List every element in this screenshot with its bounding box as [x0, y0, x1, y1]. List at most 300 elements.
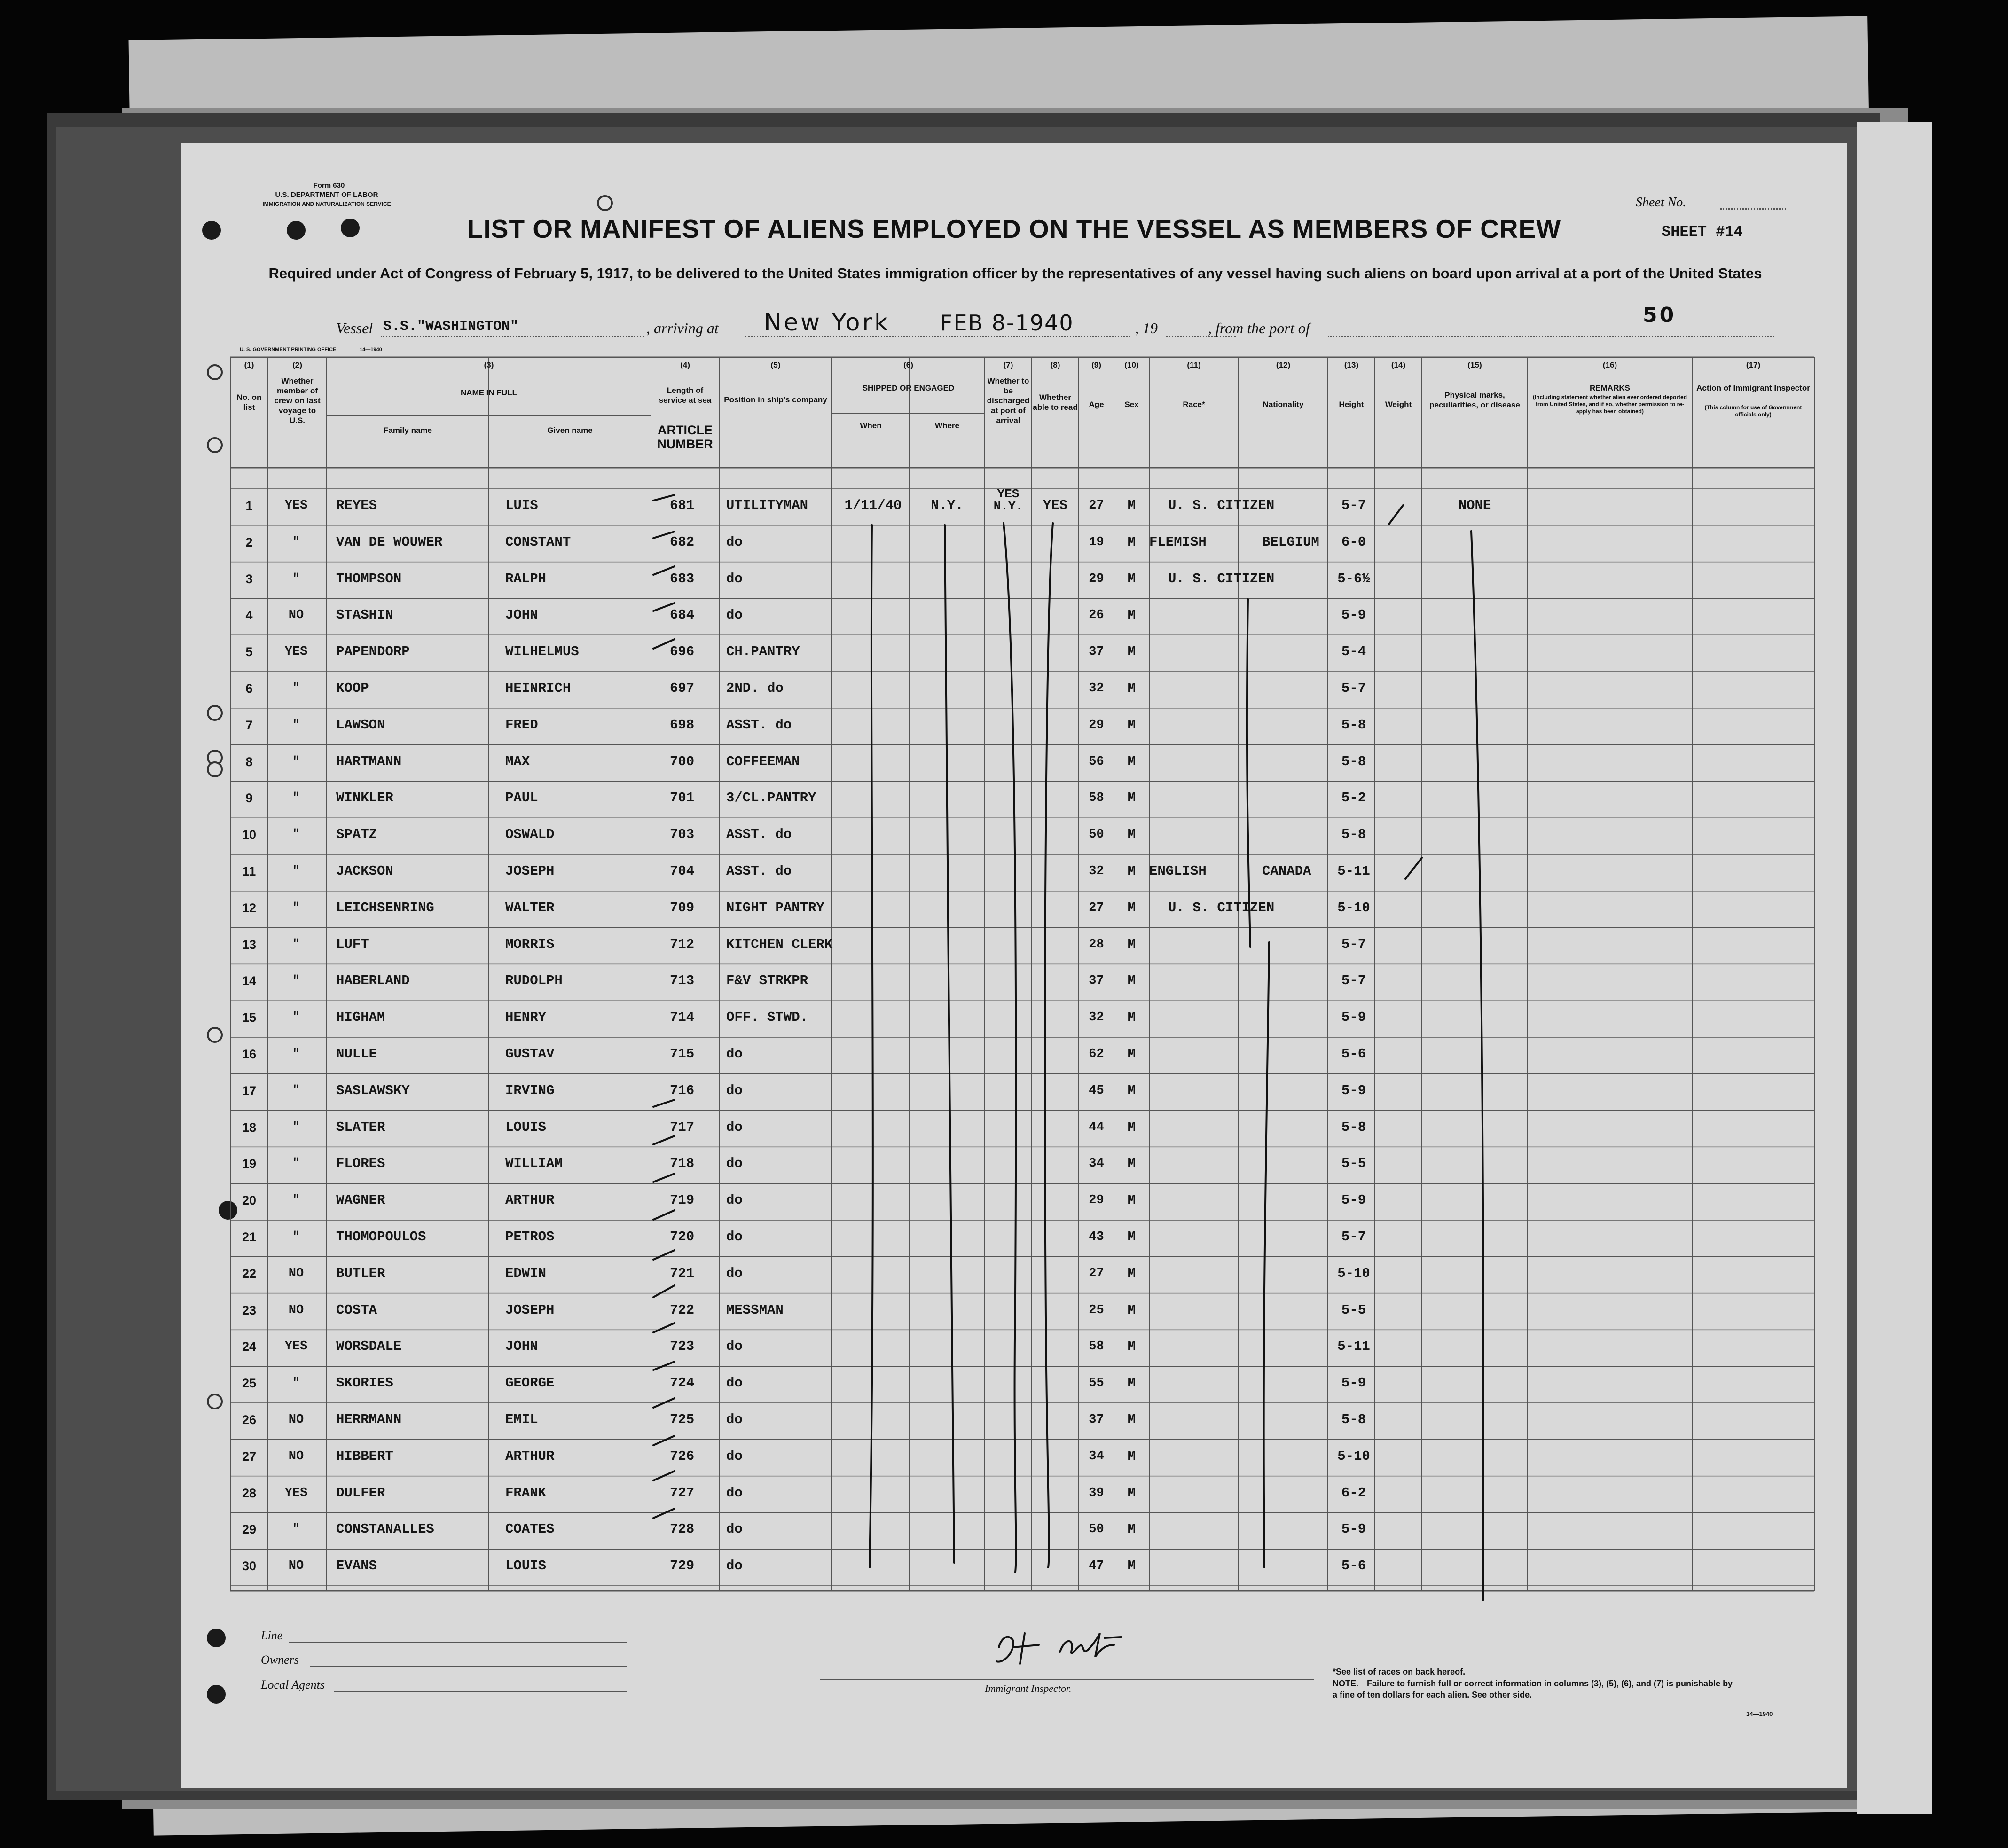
family-name-cell: HIGHAM [336, 1010, 385, 1026]
height-cell: 5-6 [1341, 1046, 1366, 1062]
sheet-no-label: Sheet No. [1636, 195, 1686, 210]
position-cell: do [726, 1192, 743, 1208]
sheet-count: 50 [1643, 303, 1677, 327]
family-name-cell: THOMOPOULOS [336, 1229, 426, 1245]
age-cell: 26 [1089, 608, 1104, 623]
arrival-date: FEB 8-1940 [940, 310, 1074, 336]
family-name-cell: HARTMANN [336, 753, 402, 769]
family-name-cell: SKORIES [336, 1375, 393, 1391]
family-name-cell: LUFT [336, 936, 369, 952]
height-cell: 5-8 [1341, 827, 1366, 843]
row-number: 27 [242, 1449, 257, 1464]
article-number-cell: 723 [670, 1339, 695, 1355]
age-cell: 29 [1089, 718, 1104, 732]
col-num-5: (5) [770, 360, 781, 369]
given-name-cell: RUDOLPH [505, 973, 563, 989]
sex-cell: M [1127, 1265, 1136, 1281]
row-number: 8 [245, 754, 253, 769]
header-remarks: REMARKS [1590, 384, 1630, 392]
age-cell: 39 [1089, 1486, 1104, 1500]
row-number: 1 [245, 499, 253, 513]
article-number-cell: 682 [670, 534, 695, 550]
last-voyage-cell: " [292, 1120, 300, 1135]
given-name-cell: JOHN [505, 607, 538, 623]
print-code: 14—1940 [360, 347, 382, 352]
sex-cell: M [1127, 1558, 1136, 1574]
height-cell: 6-0 [1341, 534, 1366, 550]
last-voyage-cell: " [292, 791, 300, 806]
given-name-cell: MORRIS [505, 936, 555, 952]
given-name-cell: HENRY [505, 1010, 547, 1026]
age-cell: 37 [1089, 974, 1104, 988]
from-port-label: , from the port of [1208, 320, 1310, 337]
given-name-cell: IRVING [505, 1082, 555, 1098]
position-cell: UTILITYMAN [726, 498, 808, 513]
age-cell: 45 [1089, 1083, 1104, 1098]
arrival-port: New York [764, 309, 890, 336]
local-agents-field [334, 1691, 628, 1692]
given-name-cell: ARTHUR [505, 1192, 555, 1208]
last-voyage-cell: " [292, 864, 300, 878]
race-cell: FLEMISH [1149, 534, 1207, 550]
last-voyage-cell: YES [284, 1486, 308, 1500]
sheet-stamp: SHEET #14 [1662, 223, 1743, 241]
last-voyage-cell: NO [288, 1303, 304, 1317]
family-name-cell: STASHIN [336, 607, 393, 623]
last-voyage-cell: NO [288, 1413, 304, 1427]
page-subtitle: Required under Act of Congress of February 5, 1917, to be delivered to the United States immigration officer by the representatives of any vessel having such aliens on board upon arrival at a port of the United States [268, 265, 1762, 282]
row-number: 23 [242, 1303, 257, 1317]
row-number: 12 [242, 901, 257, 915]
height-cell: 5-10 [1337, 1448, 1370, 1464]
sex-cell: M [1127, 681, 1136, 696]
family-name-cell: HABERLAND [336, 973, 410, 989]
family-name-cell: WORSDALE [336, 1339, 402, 1355]
col-num-1: (1) [244, 360, 254, 369]
age-cell: 55 [1089, 1376, 1104, 1391]
col-num-15: (15) [1467, 360, 1482, 369]
row-number: 14 [242, 974, 257, 988]
height-cell: 5-10 [1337, 1265, 1370, 1281]
page-title: LIST OR MANIFEST OF ALIENS EMPLOYED ON THE VESSEL AS MEMBERS OF CREW [467, 214, 1561, 243]
age-cell: 34 [1089, 1449, 1104, 1464]
height-cell: 5-5 [1341, 1302, 1366, 1318]
age-cell: 47 [1089, 1559, 1104, 1574]
sex-cell: M [1127, 827, 1136, 843]
row-number: 6 [245, 681, 253, 696]
sex-cell: M [1127, 1302, 1136, 1318]
last-voyage-cell: NO [288, 1559, 304, 1574]
position-cell: MESSMAN [726, 1302, 784, 1318]
sex-cell: M [1127, 900, 1136, 916]
header-able-read: Whether able to read [1033, 393, 1078, 412]
race-cell: U. S. CITIZEN [1168, 900, 1275, 916]
article-number-cell: 704 [670, 863, 695, 879]
height-cell: 5-7 [1341, 1229, 1366, 1245]
family-name-cell: JACKSON [336, 863, 393, 879]
age-cell: 56 [1089, 754, 1104, 769]
col-num-17: (17) [1746, 360, 1761, 369]
family-name-cell: WINKLER [336, 790, 393, 806]
position-cell: do [726, 1485, 743, 1501]
form-number: Form 630 [313, 181, 345, 189]
position-cell: KITCHEN CLERK [726, 936, 833, 952]
article-number-cell: 701 [670, 790, 695, 806]
family-name-cell: HIBBERT [336, 1448, 393, 1464]
article-number-cell: 712 [670, 936, 695, 952]
sex-cell: M [1127, 1485, 1136, 1501]
form-service: IMMIGRATION AND NATURALIZATION SERVICE [262, 201, 391, 207]
position-cell: do [726, 1082, 743, 1098]
family-name-cell: SASLAWSKY [336, 1082, 410, 1098]
age-cell: 29 [1089, 1193, 1104, 1208]
header-name-in-full: NAME IN FULL [461, 388, 517, 397]
height-cell: 5-9 [1341, 1192, 1366, 1208]
age-cell: 34 [1089, 1157, 1104, 1171]
position-cell: ASST. do [726, 827, 792, 843]
row-number: 20 [242, 1193, 257, 1208]
nationality-cell: CANADA [1262, 863, 1311, 879]
article-number-cell: 718 [670, 1156, 695, 1172]
col-num-16: (16) [1602, 360, 1617, 369]
printing-office: U. S. GOVERNMENT PRINTING OFFICE [240, 347, 337, 352]
position-cell: do [726, 571, 743, 587]
height-cell: 5-11 [1337, 863, 1370, 879]
family-name-cell: WAGNER [336, 1192, 385, 1208]
family-name-cell: LEICHSENRING [336, 900, 434, 916]
position-cell: F&V STRKPR [726, 973, 808, 989]
height-cell: 5-9 [1341, 1082, 1366, 1098]
age-cell: 27 [1089, 1266, 1104, 1281]
sex-cell: M [1127, 1156, 1136, 1172]
article-number-cell: 700 [670, 753, 695, 769]
last-voyage-cell: NO [288, 608, 304, 623]
discharge-cell: YES N.Y. [993, 487, 1023, 513]
last-voyage-cell: " [292, 1522, 300, 1537]
sex-cell: M [1127, 790, 1136, 806]
article-number-cell: 697 [670, 681, 695, 696]
age-cell: 62 [1089, 1047, 1104, 1061]
sex-cell: M [1127, 1521, 1136, 1537]
height-cell: 5-9 [1341, 1010, 1366, 1026]
sex-cell: M [1127, 571, 1136, 587]
col-num-8: (8) [1050, 360, 1060, 369]
footer-note: NOTE.—Failure to furnish full or correct information in columns (3), (5), (6), and (7) is punishable by a fine of ten dollars for each alien. See other side. [1333, 1679, 1733, 1699]
position-cell: do [726, 1412, 743, 1427]
col-num-13: (13) [1344, 360, 1359, 369]
row-number: 24 [242, 1339, 257, 1354]
height-cell: 5-8 [1341, 1412, 1366, 1427]
position-cell: ASST. do [726, 863, 792, 879]
height-cell: 5-8 [1341, 1119, 1366, 1135]
header-nationality: Nationality [1263, 400, 1304, 409]
last-voyage-cell: " [292, 718, 300, 732]
sex-cell: M [1127, 1010, 1136, 1026]
height-cell: 5-5 [1341, 1156, 1366, 1172]
header-last-voyage: Whether member of crew on last voyage to U.S. [274, 376, 321, 425]
header-race: Race* [1183, 400, 1205, 409]
position-cell: do [726, 1521, 743, 1537]
col-num-4: (4) [680, 360, 690, 369]
family-name-cell: REYES [336, 498, 377, 513]
row-number: 16 [242, 1047, 257, 1061]
family-name-cell: DULFER [336, 1485, 385, 1501]
height-cell: 5-2 [1341, 790, 1366, 806]
col-num-12: (12) [1276, 360, 1291, 369]
manifest-page [181, 143, 1847, 1788]
sex-cell: M [1127, 863, 1136, 879]
height-cell: 5-8 [1341, 717, 1366, 733]
row-number: 19 [242, 1157, 257, 1171]
sex-cell: M [1127, 1192, 1136, 1208]
age-cell: 32 [1089, 864, 1104, 878]
header-weight: Weight [1385, 400, 1412, 409]
sex-cell: M [1127, 1082, 1136, 1098]
sex-cell: M [1127, 607, 1136, 623]
position-cell: do [726, 607, 743, 623]
article-number-cell: 703 [670, 827, 695, 843]
header-family-name: Family name [384, 426, 432, 435]
last-voyage-cell: " [292, 937, 300, 952]
family-name-cell: VAN DE WOUWER [336, 534, 443, 550]
family-name-cell: PAPENDORP [336, 644, 410, 660]
position-cell: CH.PANTRY [726, 644, 800, 660]
row-number: 15 [242, 1010, 257, 1025]
position-cell: do [726, 1558, 743, 1574]
family-name-cell: FLORES [336, 1156, 385, 1172]
row-number: 18 [242, 1120, 257, 1135]
given-name-cell: GUSTAV [505, 1046, 555, 1062]
given-name-cell: PAUL [505, 790, 538, 806]
article-number-cell: 698 [670, 717, 695, 733]
family-name-cell: HERRMANN [336, 1412, 402, 1427]
given-name-cell: PETROS [505, 1229, 555, 1245]
family-name-cell: KOOP [336, 681, 369, 696]
row-number: 21 [242, 1230, 257, 1244]
age-cell: 32 [1089, 681, 1104, 696]
given-name-cell: FRANK [505, 1485, 547, 1501]
age-cell: 58 [1089, 791, 1104, 806]
given-name-cell: WILHELMUS [505, 644, 579, 660]
row-number: 13 [242, 937, 257, 952]
year-label: , 19 [1135, 320, 1158, 337]
given-name-cell: WALTER [505, 900, 555, 916]
row-number: 25 [242, 1376, 257, 1391]
height-cell: 6-2 [1341, 1485, 1366, 1501]
sex-cell: M [1127, 1339, 1136, 1355]
height-cell: 5-11 [1337, 1339, 1370, 1355]
position-cell: 2ND. do [726, 681, 784, 696]
height-cell: 5-10 [1337, 900, 1370, 916]
given-name-cell: MAX [505, 753, 530, 769]
age-cell: 37 [1089, 1413, 1104, 1427]
given-name-cell: JOSEPH [505, 863, 555, 879]
owners-field [310, 1666, 628, 1667]
article-number-cell: 717 [670, 1119, 695, 1135]
sex-cell: M [1127, 534, 1136, 550]
height-cell: 5-7 [1341, 973, 1366, 989]
article-number-cell: 719 [670, 1192, 695, 1208]
inspector-signature [980, 1619, 1177, 1676]
height-cell: 5-4 [1341, 644, 1366, 660]
family-name-cell: SPATZ [336, 827, 377, 843]
position-cell: COFFEEMAN [726, 753, 800, 769]
family-name-cell: THOMPSON [336, 571, 402, 587]
height-cell: 5-9 [1341, 1375, 1366, 1391]
row-number: 11 [242, 864, 256, 878]
header-where: Where [935, 421, 959, 430]
header-shipped-engaged: SHIPPED OR ENGAGED [862, 384, 955, 392]
last-voyage-cell: " [292, 901, 300, 915]
last-voyage-cell: " [292, 1193, 300, 1208]
age-cell: 29 [1089, 572, 1104, 586]
last-voyage-cell: " [292, 754, 300, 769]
header-article-number: ARTICLE NUMBER [657, 423, 713, 451]
given-name-cell: CONSTANT [505, 534, 571, 550]
given-name-cell: LOUIS [505, 1558, 547, 1574]
header-sex: Sex [1124, 400, 1139, 409]
row-number: 22 [242, 1266, 257, 1281]
form-department: U.S. DEPARTMENT OF LABOR [275, 191, 378, 199]
row-number: 5 [245, 645, 253, 659]
last-voyage-cell: " [292, 1047, 300, 1061]
article-number-cell: 727 [670, 1485, 695, 1501]
vessel-label: Vessel [336, 320, 373, 337]
race-cell: U. S. CITIZEN [1168, 571, 1275, 587]
age-cell: 37 [1089, 645, 1104, 659]
header-age: Age [1089, 400, 1104, 409]
last-voyage-cell: " [292, 1376, 300, 1391]
sex-cell: M [1127, 973, 1136, 989]
physical-marks-cell: NONE [1458, 498, 1491, 513]
given-name-cell: JOSEPH [505, 1302, 555, 1318]
sex-cell: M [1127, 753, 1136, 769]
col-num-10: (10) [1124, 360, 1139, 369]
position-cell: do [726, 1448, 743, 1464]
article-number-cell: 725 [670, 1412, 695, 1427]
position-cell: do [726, 1375, 743, 1391]
height-cell: 5-6 [1341, 1558, 1366, 1574]
article-number-cell: 684 [670, 607, 695, 623]
sex-cell: M [1127, 1229, 1136, 1245]
local-agents-label: Local Agents [261, 1678, 325, 1691]
header-position: Position in ship's company [724, 395, 827, 404]
given-name-cell: WILLIAM [505, 1156, 563, 1172]
sex-cell: M [1127, 498, 1136, 513]
last-voyage-cell: " [292, 1010, 300, 1025]
inspector-label: Immigrant Inspector. [985, 1683, 1072, 1694]
nationality-cell: BELGIUM [1262, 534, 1319, 550]
row-number: 28 [242, 1486, 257, 1500]
given-name-cell: COATES [505, 1521, 555, 1537]
article-number-cell: 713 [670, 973, 695, 989]
article-number-cell: 714 [670, 1010, 695, 1026]
row-number: 3 [245, 572, 253, 586]
given-name-cell: EMIL [505, 1412, 538, 1427]
given-name-cell: LUIS [505, 498, 538, 513]
given-name-cell: HEINRICH [505, 681, 571, 696]
article-number-cell: 720 [670, 1229, 695, 1245]
height-cell: 5-9 [1341, 607, 1366, 623]
family-name-cell: EVANS [336, 1558, 377, 1574]
article-number-cell: 715 [670, 1046, 695, 1062]
age-cell: 25 [1089, 1303, 1104, 1317]
line-field [289, 1642, 628, 1643]
last-voyage-cell: " [292, 1157, 300, 1171]
row-number: 2 [245, 535, 253, 549]
position-cell: do [726, 1119, 743, 1135]
article-number-cell: 709 [670, 900, 695, 916]
article-number-cell: 683 [670, 571, 695, 587]
position-cell: NIGHT PANTRY [726, 900, 824, 916]
header-action-inspector: Action of Immigrant Inspector [1696, 384, 1810, 392]
family-name-cell: COSTA [336, 1302, 377, 1318]
given-name-cell: OSWALD [505, 827, 555, 843]
given-name-cell: EDWIN [505, 1265, 547, 1281]
row-number: 4 [245, 608, 253, 623]
family-name-cell: NULLE [336, 1046, 377, 1062]
sex-cell: M [1127, 936, 1136, 952]
age-cell: 50 [1089, 1522, 1104, 1537]
col-num-9: (9) [1091, 360, 1101, 369]
row-number: 9 [245, 791, 253, 806]
sex-cell: M [1127, 1046, 1136, 1062]
row-number: 7 [245, 718, 253, 732]
last-voyage-cell: NO [288, 1449, 304, 1464]
height-cell: 5-7 [1341, 936, 1366, 952]
inspector-line [820, 1679, 1314, 1680]
races-note: *See list of races on back hereof. [1333, 1667, 1466, 1676]
col-num-2: (2) [292, 360, 302, 369]
position-cell: do [726, 1046, 743, 1062]
position-cell: do [726, 1156, 743, 1172]
sex-cell: M [1127, 1119, 1136, 1135]
line-label: Line [261, 1629, 283, 1642]
ditto-strokes [181, 143, 1847, 1788]
row-number: 26 [242, 1413, 257, 1427]
sex-cell: M [1127, 644, 1136, 660]
given-name-cell: GEORGE [505, 1375, 555, 1391]
article-number-cell: 726 [670, 1448, 695, 1464]
article-number-cell: 722 [670, 1302, 695, 1318]
last-voyage-cell: YES [284, 1339, 308, 1354]
article-number-cell: 696 [670, 644, 695, 660]
header-physical-marks: Physical marks, peculiarities, or disease [1429, 391, 1520, 409]
header-given-name: Given name [547, 426, 593, 435]
age-cell: 50 [1089, 828, 1104, 842]
family-name-cell: CONSTANALLES [336, 1521, 434, 1537]
last-voyage-cell: YES [284, 499, 308, 513]
row-number: 17 [242, 1083, 257, 1098]
age-cell: 28 [1089, 937, 1104, 952]
header-length-service: Length of service at sea [659, 386, 712, 405]
col-num-6: (6) [903, 360, 913, 369]
header-when: When [860, 421, 882, 430]
age-cell: 32 [1089, 1010, 1104, 1025]
article-number-cell: 716 [670, 1082, 695, 1098]
owners-label: Owners [261, 1653, 299, 1667]
article-number-cell: 681 [670, 498, 695, 513]
able-read-cell: YES [1043, 498, 1068, 513]
height-cell: 5-7 [1341, 681, 1366, 696]
article-number-cell: 728 [670, 1521, 695, 1537]
shipped-where-cell: N.Y. [931, 498, 964, 513]
race-cell: U. S. CITIZEN [1168, 498, 1275, 513]
age-cell: 19 [1089, 535, 1104, 549]
article-number-cell: 724 [670, 1375, 695, 1391]
given-name-cell: ARTHUR [505, 1448, 555, 1464]
article-number-cell: 729 [670, 1558, 695, 1574]
